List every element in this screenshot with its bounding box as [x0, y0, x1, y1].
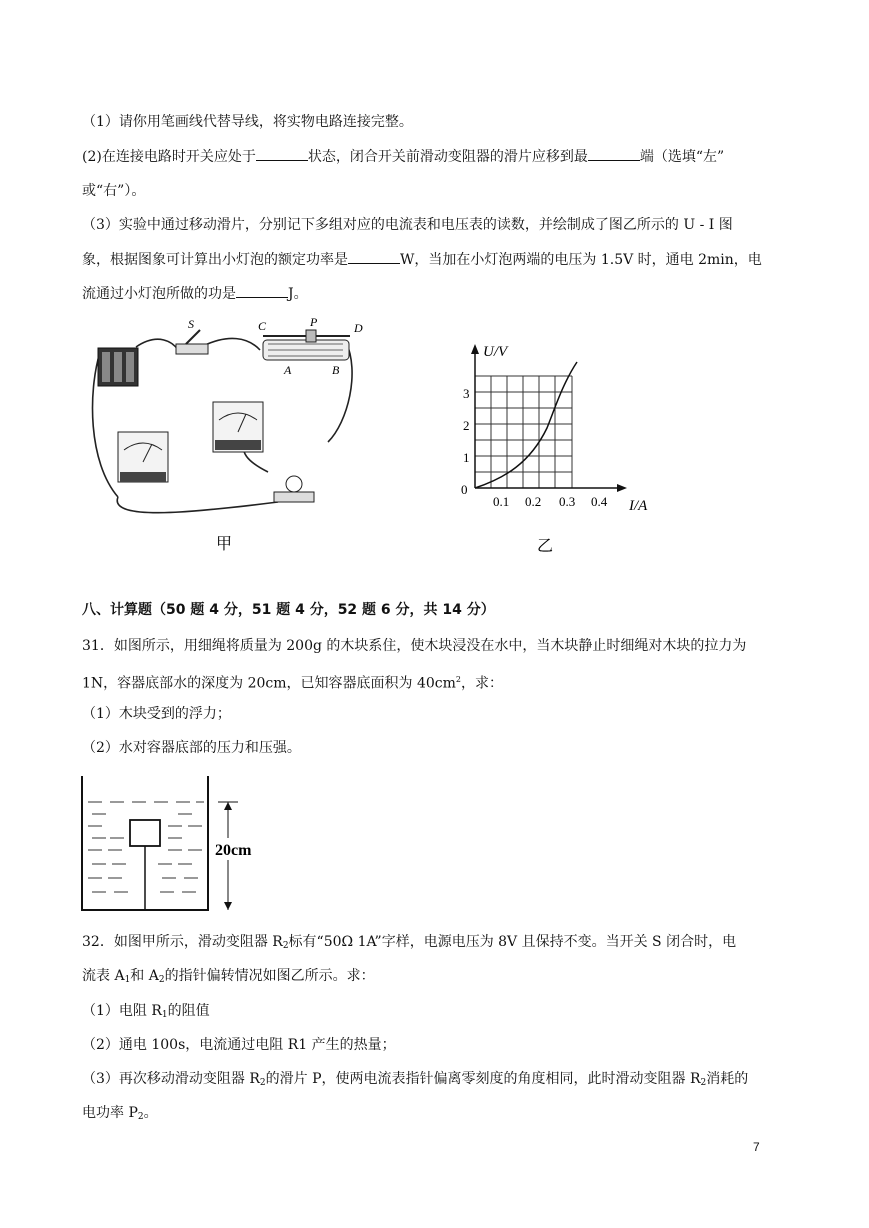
- meter-right-icon: [213, 402, 263, 452]
- label-a: A: [284, 363, 292, 377]
- y-tick-3: 3: [463, 386, 470, 401]
- caption-jia: 甲: [216, 536, 233, 553]
- q31-part2: （2）水对容器底部的压力和压强。: [82, 740, 301, 756]
- q31-line2-a: 1N，容器底部水的深度为 20cm，已知容器底面积为 40cm: [82, 675, 456, 692]
- q32-line2-sub1: 1: [124, 975, 131, 985]
- page-number: 7: [753, 1140, 760, 1154]
- rheostat-icon: [258, 315, 363, 377]
- label-s: S: [188, 317, 194, 331]
- answer-blank-work[interactable]: [236, 283, 288, 298]
- dim-arrow-top: [224, 802, 232, 810]
- q30-part3-c2: J。: [288, 286, 308, 302]
- wire: [117, 497, 278, 513]
- q32-part1: [82, 1001, 210, 1025]
- section-heading: 八、计算题（50 题 4 分，51 题 4 分，52 题 6 分，共 14 分）: [82, 602, 495, 618]
- q30-part3-line2: [82, 249, 762, 270]
- q31-line2-b: ，求：: [461, 675, 504, 692]
- x-tick-0-3: 0.3: [559, 494, 576, 509]
- circuit-figure-jia: [78, 312, 378, 562]
- q32-part3-a: （3）再次移动滑动变阻器 R: [82, 1071, 260, 1087]
- q32-part1-a: （1）电阻 R: [82, 1003, 162, 1019]
- dim-arrow-bottom: [224, 902, 232, 910]
- q32-part3-c: 消耗的: [706, 1071, 749, 1087]
- x-tick-0-4: 0.4: [591, 494, 608, 509]
- q31-part1: （1）木块受到的浮力；: [82, 706, 231, 722]
- q30-part3-b2: W，当加在小灯泡两端的电压为 1.5V 时，通电 2min，电: [400, 252, 762, 268]
- q32-line2: [82, 966, 375, 990]
- x-axis-label: I/A: [629, 498, 648, 514]
- graph-grid: [475, 376, 572, 488]
- q32-part3-sub2: 2: [700, 1078, 707, 1088]
- switch-icon: [176, 317, 208, 354]
- q32-part3-sub3: 2: [137, 1112, 144, 1122]
- label-c: C: [258, 319, 267, 333]
- answer-blank-switch-state[interactable]: [256, 146, 308, 161]
- label-d: D: [354, 321, 363, 335]
- q32-part1-sub: 1: [161, 1010, 168, 1020]
- q30-part3-c1: 流通过小灯泡所做的功是: [82, 286, 236, 302]
- meter-left-icon: [118, 432, 168, 482]
- q31-line2-sup: 2: [455, 675, 462, 684]
- caption-yi: 乙: [537, 538, 554, 555]
- q30-part2-b: 状态，闭合开关前滑动变阻器的滑片应移到最: [307, 149, 588, 165]
- label-p: P: [310, 315, 318, 329]
- wire: [136, 339, 178, 350]
- q32-line1-sub: 2: [282, 941, 289, 951]
- answer-blank-slider-end[interactable]: [588, 146, 640, 161]
- q30-part2: [82, 146, 724, 167]
- water-lines: [88, 802, 204, 892]
- x-tick-0-2: 0.2: [525, 494, 542, 509]
- q31-line2: [82, 670, 503, 694]
- label-b: B: [332, 363, 340, 377]
- x-axis-arrow: [617, 484, 627, 492]
- q32-part3-cont: [82, 1103, 158, 1127]
- container-figure: [78, 774, 278, 914]
- ui-graph-yi: [455, 338, 665, 558]
- q30-part2-a: (2)在连接电路时开关应处于: [82, 149, 256, 165]
- origin-label: 0: [461, 482, 468, 497]
- q32-line2-sub2: 2: [158, 975, 165, 985]
- q32-part1-b: 的阻值: [167, 1003, 210, 1019]
- bulb-icon: [274, 476, 314, 502]
- battery-icon: [98, 348, 138, 386]
- answer-blank-rated-power[interactable]: [348, 249, 400, 264]
- q32-part3: [82, 1069, 748, 1093]
- q32-part3-d: 电功率 P: [82, 1105, 138, 1121]
- q31-line1: 31．如图所示，用细绳将质量为 200g 的木块系住，使木块浸没在水中，当木块静止时细绳对木块的拉力为: [82, 638, 747, 654]
- q32-line1: [82, 932, 736, 956]
- q30-part3-line1: （3）实验中通过移动滑片，分别记下多组对应的电流表和电压表的读数，并绘制成了图乙所示的 U - I 图: [82, 217, 733, 233]
- q32-part3-sub: 2: [259, 1078, 266, 1088]
- q30-part3-b1: 象，根据图象可计算出小灯泡的额定功率是: [82, 252, 348, 268]
- depth-label: 20cm: [215, 842, 252, 859]
- wood-block: [130, 820, 160, 846]
- y-axis-label: U/V: [483, 344, 508, 360]
- q32-line2-b: 和 A: [130, 968, 159, 984]
- q32-part3-e: 。: [143, 1105, 158, 1121]
- q30-part2-c: 端（选填“左”: [639, 149, 725, 165]
- x-tick-0-1: 0.1: [493, 494, 510, 509]
- y-tick-1: 1: [463, 450, 470, 465]
- q30-part1: （1）请你用笔画线代替导线，将实物电路连接完整。: [82, 114, 413, 130]
- q32-line1-a: 32．如图甲所示，滑动变阻器 R: [82, 934, 283, 950]
- q32-line2-a: 流表 A: [82, 968, 125, 984]
- q30-part2-cont: 或“右”）。: [82, 183, 146, 199]
- q32-line2-c: 的指针偏转情况如图乙所示。求：: [164, 968, 375, 984]
- y-tick-2: 2: [463, 418, 470, 433]
- q30-part3-line3: [82, 283, 308, 304]
- ui-curve: [475, 362, 577, 488]
- q32-part3-b: 的滑片 P，使两电流表指针偏离零刻度的角度相同，此时滑动变阻器 R: [265, 1071, 701, 1087]
- q32-part2: （2）通电 100s，电流通过电阻 R1 产生的热量；: [82, 1037, 396, 1053]
- y-axis-arrow: [471, 344, 479, 354]
- q32-line1-b: 标有“50Ω 1A”字样，电源电压为 8V 且保持不变。当开关 S 闭合时，电: [288, 934, 737, 950]
- wire: [203, 338, 260, 350]
